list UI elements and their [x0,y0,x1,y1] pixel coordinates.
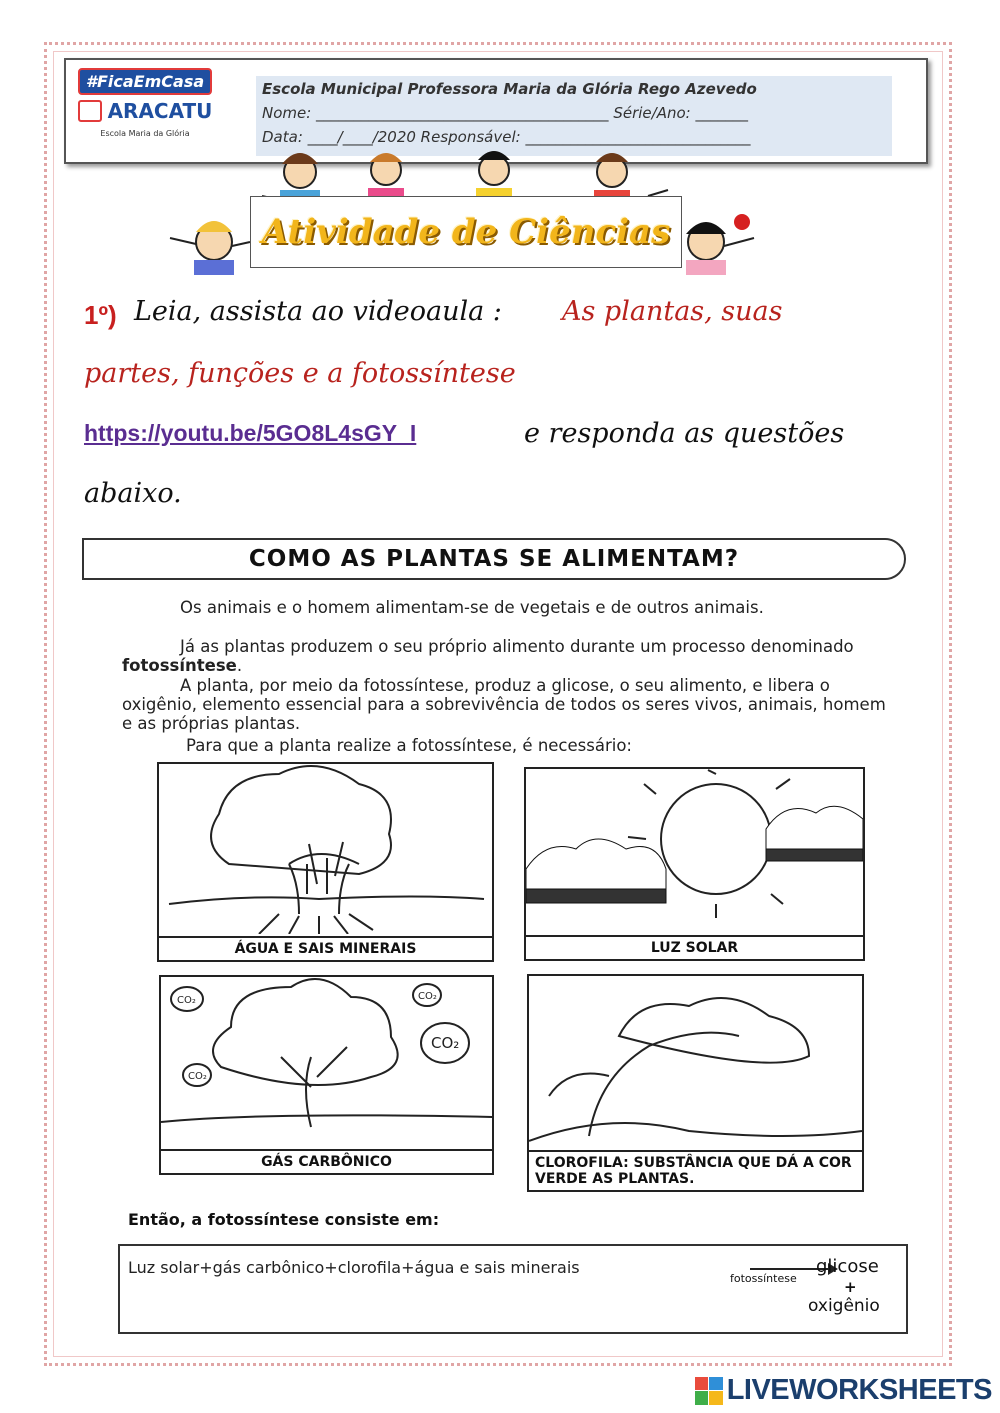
panel-water-caption: ÁGUA E SAIS MINERAIS [159,936,492,960]
name-line[interactable]: Nome: _______________________________________ Série/Ano: _______ [262,104,748,122]
question-text-c: partes, funções e a fotossíntese [84,358,516,389]
paragraph-2-end: . [236,656,243,675]
school-logo [72,68,218,154]
tree-roots-drawing [159,764,492,934]
video-link[interactable]: https://youtu.be/5GO8L4sGY_I [84,420,417,446]
question-text-e: abaixo. [84,478,182,509]
house-icon [78,100,102,122]
arrow-label: fotossíntese [730,1272,797,1285]
co2-label-4: CO₂ [188,1071,207,1082]
paragraph-4: Para que a planta realize a fotossíntese, é necessário: [186,736,632,755]
paragraph-1: Os animais e o homem alimentam-se de vegetais e de outros animais. [180,598,764,617]
panel-sunlight [524,767,865,961]
panel-co2-caption: GÁS CARBÔNICO [161,1149,492,1173]
banner-sign [250,196,682,268]
paragraph-3: A planta, por meio da fotossíntese, produz a glicose, o seu alimento, e libera o oxigênio, elemento essencial para a sobrevivência de todos os seres vivos, animais, homem e as próprias plantas. [122,676,886,733]
co2-label-2: CO₂ [418,991,437,1002]
panel-water-minerals [157,762,494,962]
product-plus: + [844,1278,857,1296]
question-number: 1º) [84,300,117,330]
conclusion-heading: Então, a fotossíntese consiste em: [128,1210,440,1229]
liveworksheets-icon [695,1377,723,1405]
question-text-d: e responda as questões [524,418,845,449]
school-header [64,58,928,164]
paragraph-2-text: Já as plantas produzem o seu próprio alimento durante um processo denominado [180,637,854,656]
worksheet-title: COMO AS PLANTAS SE ALIMENTAM? [248,546,740,572]
logo-hashtag: #FicaEmCasa [78,68,212,95]
sun-clouds-drawing [526,769,863,933]
panel-carbon-dioxide [159,975,494,1175]
banner-title: Atividade de Ciências [261,212,671,252]
worksheet-title-box [82,538,906,580]
liveworksheets-text: LIVEWORKSHEETS [726,1374,992,1406]
paragraph-2 [122,637,898,675]
equation-reactants: Luz solar+gás carbônico+clorofila+água e sais minerais [128,1258,580,1277]
school-name: Escola Municipal Professora Maria da Glória Rego Azevedo [262,80,757,98]
tree-co2-drawing [161,977,492,1147]
panel-sunlight-caption: LUZ SOLAR [526,935,863,959]
logo-city: ARACATU [107,99,213,123]
product-oxygen: oxigênio [808,1296,880,1316]
question-text-a: Leia, assista ao videoaula : [134,296,502,327]
panel-chlorophyll [527,974,864,1192]
logo-school: Escola Maria da Glória [100,129,190,138]
paragraph-2-bold: fotossíntese [122,656,237,675]
co2-label-3: CO₂ [431,1034,460,1052]
liveworksheets-logo [695,1374,992,1407]
co2-label-1: CO₂ [177,995,196,1006]
date-line[interactable]: Data: ____/____/2020 Responsável: ______________________________ [262,128,751,146]
question-text-b: As plantas, suas [562,296,783,327]
product-glucose: glicose [816,1256,879,1277]
equation-box [118,1244,908,1334]
panel-chlorophyll-caption: CLOROFILA: SUBSTÂNCIA QUE DÁ A COR VERDE AS PLANTAS. [529,1150,862,1190]
tree-chlorophyll-drawing [529,976,862,1146]
